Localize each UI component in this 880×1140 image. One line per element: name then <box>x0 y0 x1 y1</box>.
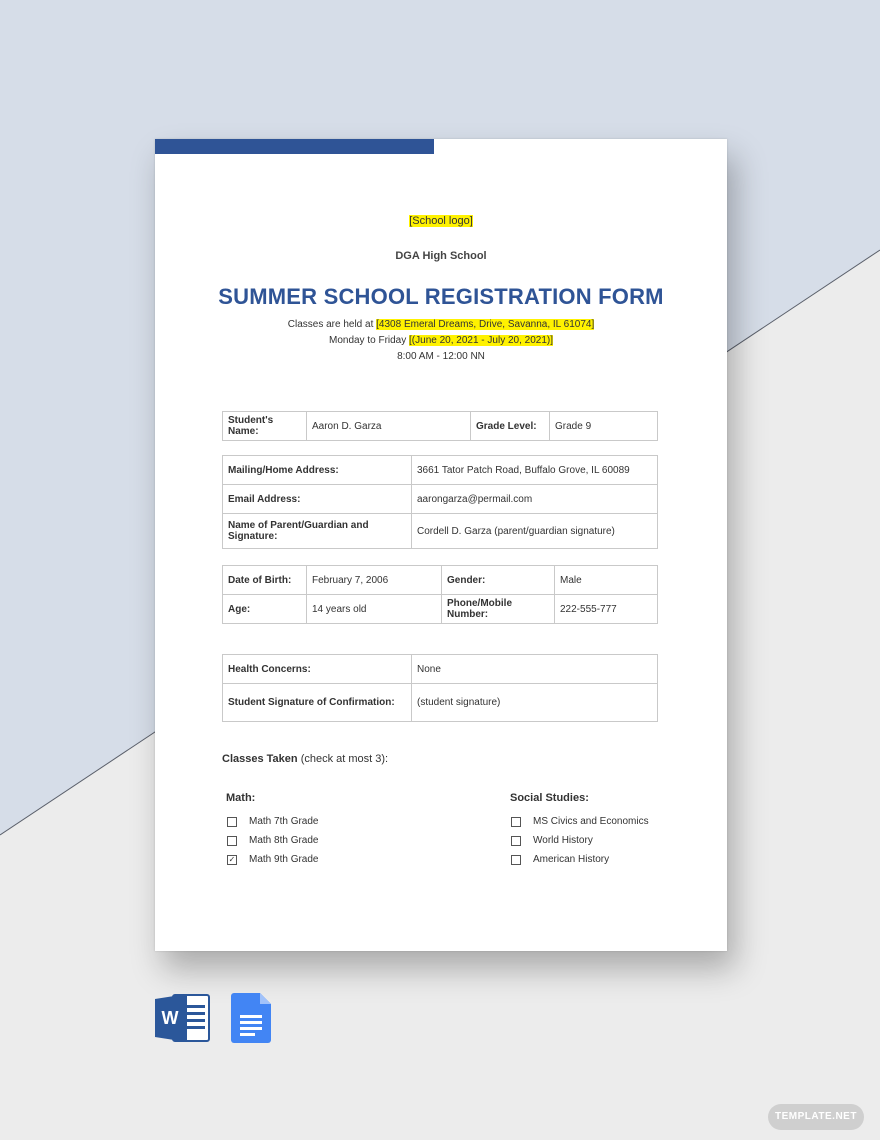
classes-heading-note: (check at most 3): <box>300 753 389 765</box>
signature-value: (student signature) <box>412 684 658 722</box>
math-class-item-label: Math 7th Grade <box>249 815 319 827</box>
address-label: Mailing/Home Address: <box>223 456 412 485</box>
social-studies-class-list <box>511 812 649 869</box>
math-class-item-label: Math 9th Grade <box>249 853 319 865</box>
location-line <box>155 319 727 330</box>
checked-checkbox-icon[interactable]: ✓ <box>228 854 236 864</box>
word-icon-letter: W <box>161 1008 179 1028</box>
dob-value: February 7, 2006 <box>307 566 442 595</box>
gender-label: Gender: <box>442 566 555 595</box>
age-label: Age: <box>223 595 307 624</box>
schedule-prefix: Monday to Friday <box>328 335 407 346</box>
document-page <box>155 139 727 951</box>
location-prefix: Classes are held at <box>287 319 374 330</box>
health-value: None <box>412 655 658 684</box>
dob-label: Date of Birth: <box>223 566 307 595</box>
checkbox-icon[interactable] <box>227 836 237 846</box>
math-class-item <box>227 850 318 869</box>
classes-heading-bold: Classes Taken <box>222 753 298 765</box>
microsoft-word-icon[interactable] <box>155 993 211 1043</box>
health-table <box>222 654 658 722</box>
checkbox-icon[interactable] <box>227 817 237 827</box>
math-class-item-label: Math 8th Grade <box>249 834 319 846</box>
student-name-value: Aaron D. Garza <box>307 412 471 441</box>
social-studies-heading: Social Studies: <box>510 792 589 804</box>
header-accent-bar <box>155 139 434 154</box>
student-table <box>222 411 658 441</box>
checkbox-icon[interactable] <box>511 855 521 865</box>
email-value: aarongarza@permail.com <box>412 485 658 514</box>
form-title: SUMMER SCHOOL REGISTRATION FORM <box>218 284 664 309</box>
schedule-line <box>155 335 727 346</box>
social-class-item <box>511 850 649 869</box>
grade-level-label: Grade Level: <box>471 412 550 441</box>
parent-label: Name of Parent/Guardian and Signature: <box>223 514 412 549</box>
signature-label: Student Signature of Confirmation: <box>223 684 412 722</box>
contact-table <box>222 455 658 549</box>
school-name: DGA High School <box>395 250 487 262</box>
gender-value: Male <box>555 566 658 595</box>
student-name-label: Student's Name: <box>223 412 307 441</box>
social-class-item-label: MS Civics and Economics <box>533 815 649 827</box>
phone-label: Phone/Mobile Number: <box>442 595 555 624</box>
checkbox-icon[interactable] <box>511 836 521 846</box>
schedule-time: 8:00 AM - 12:00 NN <box>397 351 485 362</box>
schedule-dates: [(June 20, 2021 - July 20, 2021)] <box>409 335 554 346</box>
grade-level-value: Grade 9 <box>550 412 658 441</box>
phone-value: 222-555-777 <box>555 595 658 624</box>
math-heading: Math: <box>226 792 256 804</box>
checkbox-icon[interactable] <box>511 817 521 827</box>
school-logo-placeholder: [School logo] <box>409 215 473 227</box>
math-class-item <box>227 831 318 850</box>
health-label: Health Concerns: <box>223 655 412 684</box>
google-docs-icon[interactable] <box>231 993 273 1043</box>
age-value: 14 years old <box>307 595 442 624</box>
address-value: 3661 Tator Patch Road, Buffalo Grove, IL 60089 <box>412 456 658 485</box>
social-class-item-label: World History <box>533 834 593 846</box>
math-class-item <box>227 812 318 831</box>
personal-table <box>222 565 658 624</box>
math-class-list <box>227 812 318 869</box>
social-class-item <box>511 831 649 850</box>
parent-value: Cordell D. Garza (parent/guardian signature) <box>412 514 658 549</box>
social-class-item <box>511 812 649 831</box>
email-label: Email Address: <box>223 485 412 514</box>
location-value: [4308 Emeral Dreams, Drive, Savanna, IL 61074] <box>376 319 595 330</box>
social-class-item-label: American History <box>533 853 610 865</box>
template-net-watermark: TEMPLATE.NET <box>768 1104 864 1130</box>
classes-heading <box>222 753 388 765</box>
